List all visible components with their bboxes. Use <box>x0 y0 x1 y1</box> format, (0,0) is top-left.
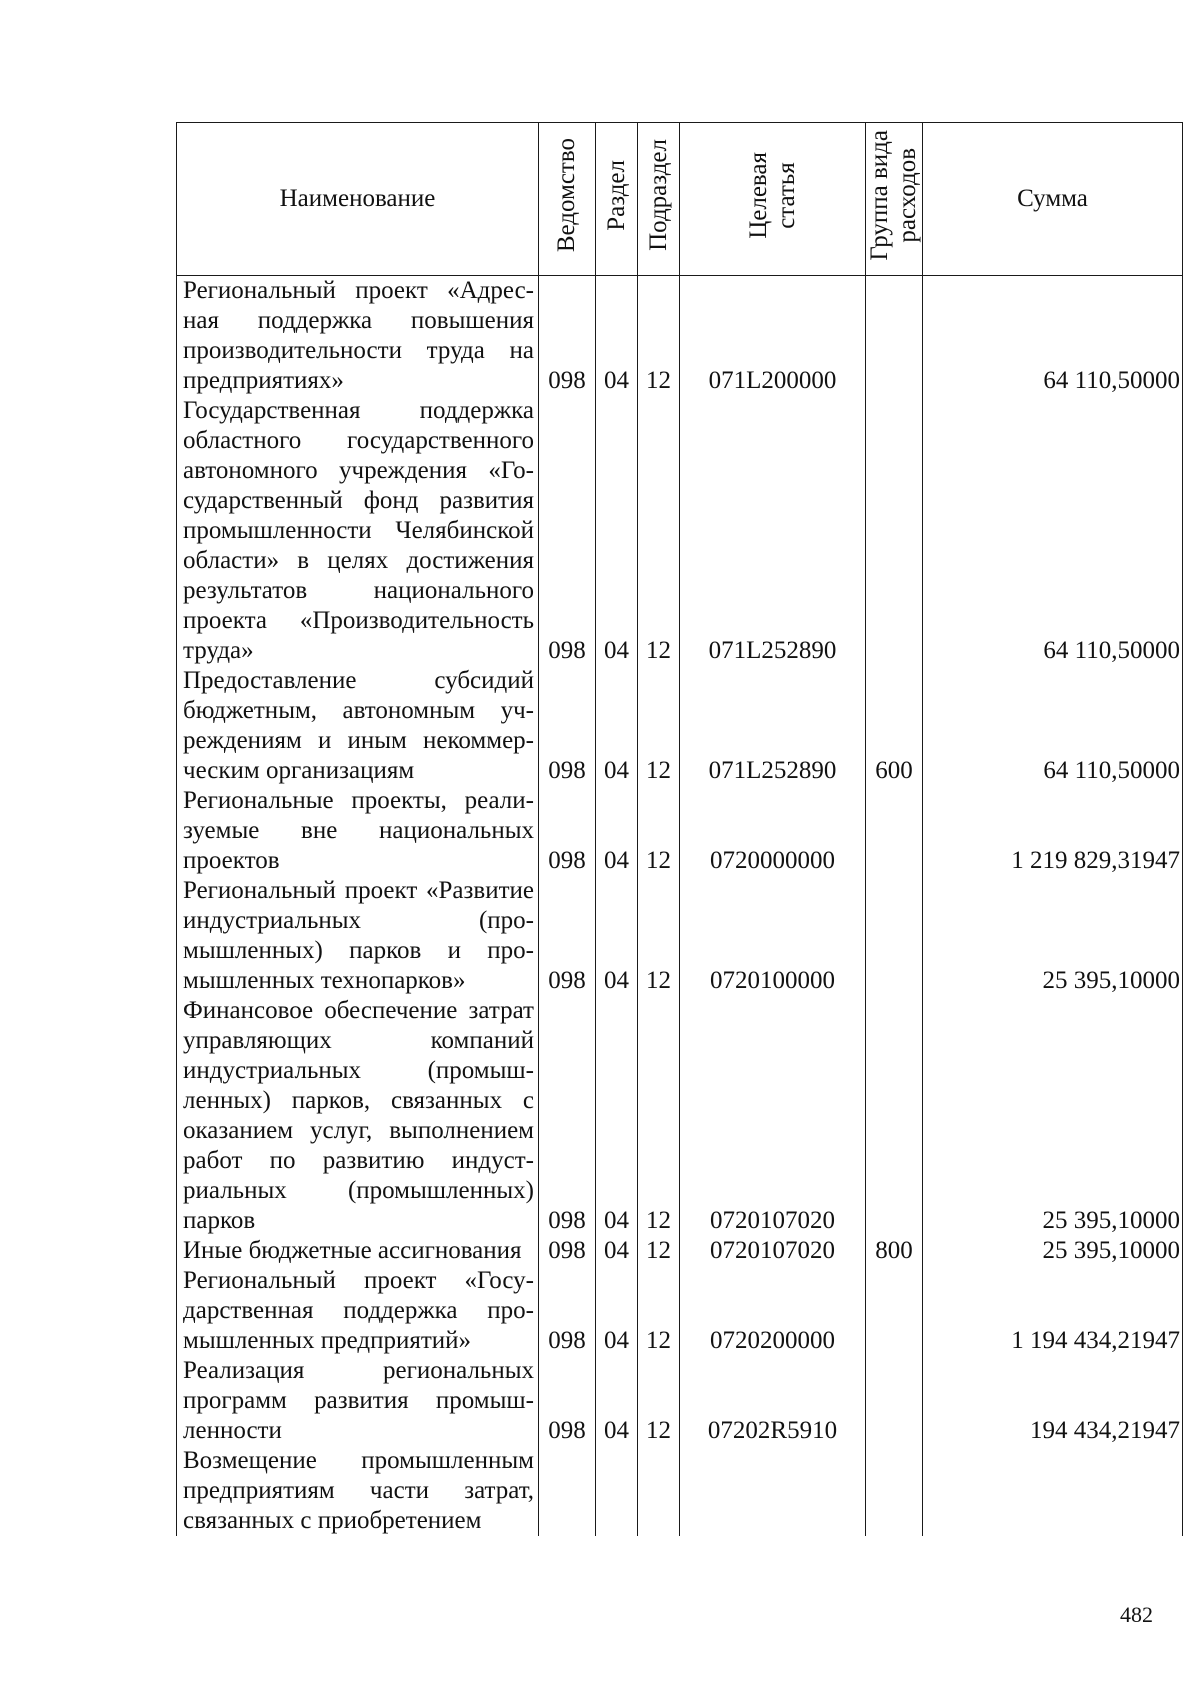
row-expense <box>866 786 923 876</box>
header-subsection-label: Подраздел <box>644 139 672 251</box>
header-agency <box>539 123 596 276</box>
row-target: 071L252890 <box>680 396 866 666</box>
row-section: 04 <box>596 396 638 666</box>
header-expense-label <box>866 130 922 261</box>
row-target: 071L200000 <box>680 276 866 397</box>
row-expense <box>866 396 923 666</box>
row-name: Финансовое обеспечение затрат управляющих компаний индустриальных (промышленных) парков, связанных с оказанием услуг, выполнением работ по развитию индустриальных (промышленных) парков <box>177 996 539 1236</box>
table-row <box>177 666 1183 786</box>
row-subsection: 12 <box>638 876 680 996</box>
row-target: 0720107020 <box>680 1236 866 1266</box>
row-agency: 098 <box>539 786 596 876</box>
header-agency-label: Ведомство <box>553 137 580 253</box>
table-row <box>177 1356 1183 1446</box>
row-sum: 64 110,50000 <box>923 276 1183 397</box>
row-sum <box>923 1446 1183 1536</box>
row-agency: 098 <box>539 396 596 666</box>
row-section: 04 <box>596 876 638 996</box>
row-expense <box>866 876 923 996</box>
row-subsection: 12 <box>638 396 680 666</box>
row-expense <box>866 1356 923 1446</box>
row-subsection: 12 <box>638 1236 680 1266</box>
row-section: 04 <box>596 1236 638 1266</box>
row-subsection <box>638 1446 680 1536</box>
row-target: 0720100000 <box>680 876 866 996</box>
table-row <box>177 276 1183 397</box>
row-sum: 64 110,50000 <box>923 396 1183 666</box>
header-name: Наименование <box>177 123 539 276</box>
row-name: Реализация региональных программ развития промышленности <box>177 1356 539 1446</box>
row-agency: 098 <box>539 276 596 397</box>
row-agency: 098 <box>539 1266 596 1356</box>
row-sum: 25 395,10000 <box>923 1236 1183 1266</box>
row-section: 04 <box>596 276 638 397</box>
table-row <box>177 1236 1183 1266</box>
row-target: 07202R5910 <box>680 1356 866 1446</box>
row-section: 04 <box>596 666 638 786</box>
row-agency: 098 <box>539 666 596 786</box>
row-subsection: 12 <box>638 996 680 1236</box>
row-subsection: 12 <box>638 1266 680 1356</box>
row-sum: 64 110,50000 <box>923 666 1183 786</box>
header-section-label: Раздел <box>602 159 630 231</box>
row-name: Государственная поддержка областного государственного автономного учреждения «Государственный фонд развития промышленности Челябинской области» в целях достижения результатов национального проекта «Производительность труда» <box>177 396 539 666</box>
table-row <box>177 1266 1183 1356</box>
row-name: Региональный проект «Государственная поддержка промышленных предприятий» <box>177 1266 539 1356</box>
row-expense <box>866 996 923 1236</box>
table-row <box>177 396 1183 666</box>
row-sum: 1 194 434,21947 <box>923 1266 1183 1356</box>
row-expense <box>866 1266 923 1356</box>
row-agency: 098 <box>539 996 596 1236</box>
row-name: Региональный проект «Развитие индустриальных (промышленных) парков и промышленных технопарков» <box>177 876 539 996</box>
header-target <box>680 123 866 276</box>
row-target: 071L252890 <box>680 666 866 786</box>
row-sum: 25 395,10000 <box>923 996 1183 1236</box>
row-expense <box>866 276 923 397</box>
row-agency: 098 <box>539 1356 596 1446</box>
row-agency <box>539 1446 596 1536</box>
table-row <box>177 1446 1183 1536</box>
row-subsection: 12 <box>638 276 680 397</box>
row-sum: 25 395,10000 <box>923 876 1183 996</box>
header-expense-line2: расходов <box>894 147 921 243</box>
row-subsection: 12 <box>638 666 680 786</box>
header-target-label <box>745 152 801 239</box>
row-sum: 1 219 829,31947 <box>923 786 1183 876</box>
row-target: 0720000000 <box>680 786 866 876</box>
row-section: 04 <box>596 786 638 876</box>
header-subsection <box>638 123 680 276</box>
row-name: Предоставление субсидий бюджетным, автономным учреждениям и иным некоммерческим организациям <box>177 666 539 786</box>
row-name: Возмещение промышленным предприятиям части затрат, связанных с приобретением <box>177 1446 539 1536</box>
header-sum: Сумма <box>923 123 1183 276</box>
table-row <box>177 996 1183 1236</box>
row-name: Региональные проекты, реализуемые вне национальных проектов <box>177 786 539 876</box>
header-target-line1: Целевая <box>744 151 772 239</box>
page-number: 482 <box>1120 1602 1153 1627</box>
table-header-row <box>177 123 1183 276</box>
header-expense-group <box>866 123 923 276</box>
row-target: 0720107020 <box>680 996 866 1236</box>
row-section: 04 <box>596 1266 638 1356</box>
row-section: 04 <box>596 1356 638 1446</box>
header-target-line2: статья <box>772 161 800 229</box>
row-section: 04 <box>596 996 638 1236</box>
row-name: Региональный проект «Адресная поддержка повышения производительности труда на предприятиях» <box>177 276 539 397</box>
header-expense-line1: Группа вида <box>866 129 893 261</box>
row-expense <box>866 1446 923 1536</box>
row-agency: 098 <box>539 876 596 996</box>
row-expense: 600 <box>866 666 923 786</box>
row-target <box>680 1446 866 1536</box>
table-row <box>177 876 1183 996</box>
row-expense: 800 <box>866 1236 923 1266</box>
row-subsection: 12 <box>638 786 680 876</box>
row-target: 0720200000 <box>680 1266 866 1356</box>
row-agency: 098 <box>539 1236 596 1266</box>
header-section <box>596 123 638 276</box>
row-name: Иные бюджетные ассигнования <box>177 1236 539 1266</box>
budget-table <box>176 122 1183 1536</box>
row-sum: 194 434,21947 <box>923 1356 1183 1446</box>
table-row <box>177 786 1183 876</box>
row-section <box>596 1446 638 1536</box>
row-subsection: 12 <box>638 1356 680 1446</box>
